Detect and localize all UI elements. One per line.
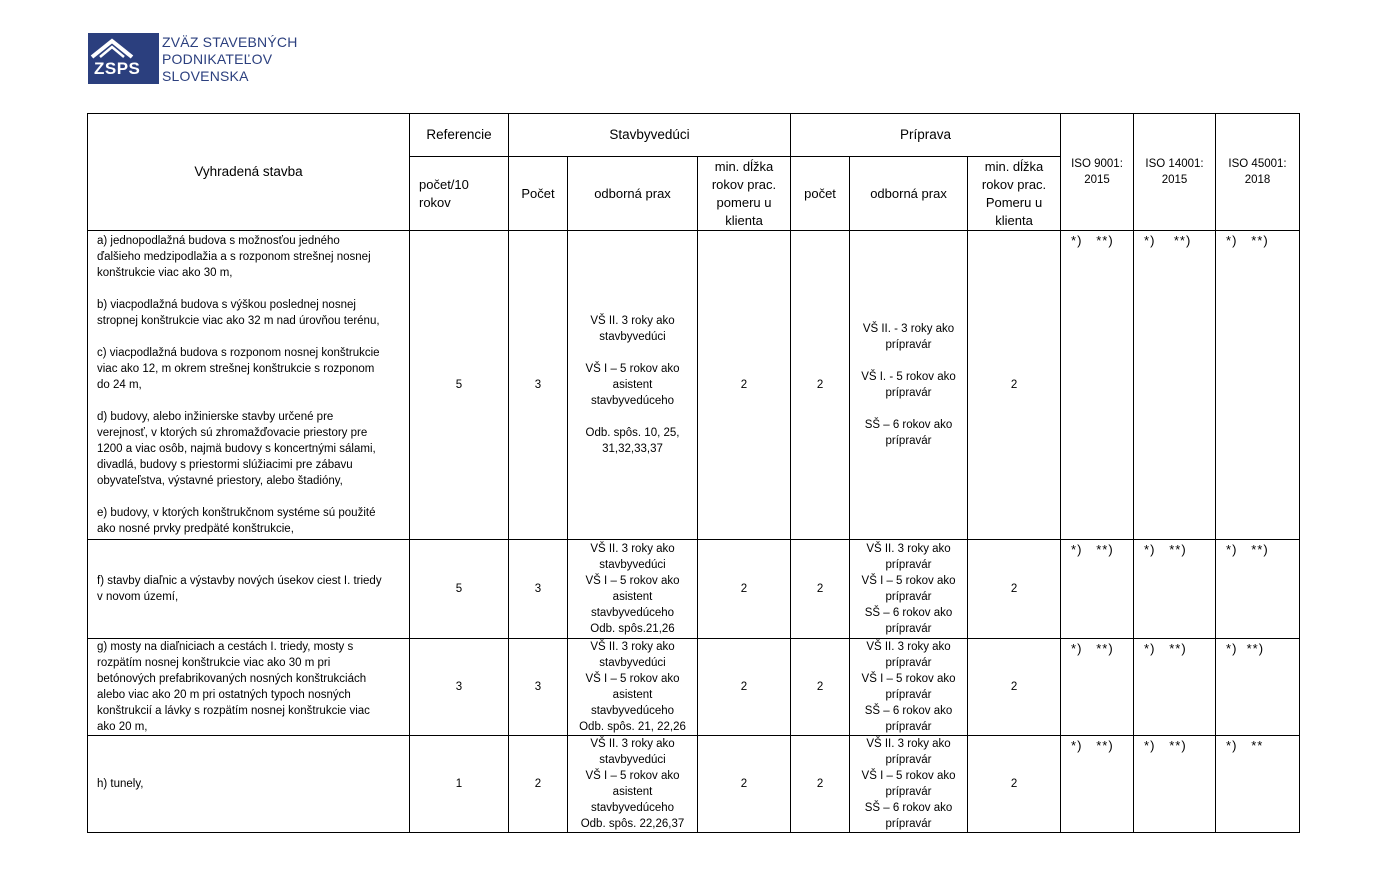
text-line: prípravár: [885, 818, 932, 830]
cell-pocet: 3: [509, 639, 568, 736]
text-line: VŠ I – 5 rokov ako: [585, 673, 680, 685]
logo-emblem: [88, 33, 159, 84]
iso-line: ISO 45001:: [1228, 158, 1287, 170]
cell-min-dlzka: 2: [698, 736, 791, 833]
header-line: pomeru u: [716, 194, 772, 210]
text-line: VŠ II. 3 roky ako: [866, 641, 951, 653]
cell-iso-45001: *) **): [1216, 231, 1300, 540]
cell-iso-9001: *) **): [1061, 639, 1134, 736]
text-line: SŠ – 6 rokov ako: [864, 802, 953, 814]
header-line: počet/10: [419, 176, 469, 192]
text-line: stavbyvedúci: [599, 559, 666, 571]
text-line: stavbyvedúceho: [590, 802, 675, 814]
cell-min-dlzka-priprava: 2: [968, 231, 1061, 540]
text-line: b) viacpodlažná budova s výškou poslednej nosnej: [97, 299, 356, 311]
text-line: Odb. spôs. 22,26,37: [580, 818, 685, 830]
text-line: ďalšieho medzipodlažia a s rozponom strešnej nosnej: [97, 251, 371, 263]
text-line: 31,32,33,37: [602, 443, 663, 455]
text-line: divadlá, budovy s priestormi slúžiacimi pre zábavu: [97, 459, 353, 471]
text-line: f) stavby diaľnic a výstavby nových úsekov ciest I. triedy: [97, 575, 382, 587]
cell-min-dlzka: 2: [698, 231, 791, 540]
header-pocet-10-rokov: [410, 157, 509, 231]
text-line: alebo viac ako 20 m pri ostatných typoch nosných: [97, 689, 351, 701]
header-pocet: Počet: [509, 157, 568, 231]
text-line: VŠ I – 5 rokov ako: [861, 673, 956, 685]
cell-referencie: 1: [410, 736, 509, 833]
text-line: VŠ II. - 3 roky ako: [862, 323, 955, 335]
logo-line: SLOVENSKA: [162, 68, 249, 84]
cell-iso-9001: *) **): [1061, 540, 1134, 639]
iso-line: ISO 9001:: [1071, 158, 1123, 170]
text-line: h) tunely,: [97, 778, 144, 790]
table-row: [88, 639, 1300, 736]
text-line: prípravár: [885, 689, 932, 701]
text-line: rozpätím nosnej konštrukcie viac ako 30 m pri: [97, 657, 331, 669]
cell-min-dlzka-priprava: 2: [968, 639, 1061, 736]
text-line: VŠ II. 3 roky ako: [866, 543, 951, 555]
cell-iso-14001: *) **): [1134, 231, 1216, 540]
table-row: [88, 736, 1300, 833]
text-line: VŠ II. 3 roky ako: [590, 641, 675, 653]
spacer: [97, 329, 403, 345]
requirements-table: [87, 113, 1300, 833]
text-line: obyvateľstva, výstavné priestory, alebo štadióny,: [97, 475, 343, 487]
cell-odborna-prax-priprava: [850, 736, 968, 833]
text-line: prípravár: [885, 721, 932, 733]
text-line: stavbyvedúci: [599, 331, 666, 343]
header-iso-45001: [1216, 114, 1300, 231]
header-line: rokov: [419, 194, 451, 210]
text-line: a) jednopodlažná budova s možnosťou jedného: [97, 235, 340, 247]
text-line: konštrukcií a lávky s rozpätím nosnej konštrukcie viac: [97, 705, 370, 717]
cell-vyhradena-stavba: [88, 639, 410, 736]
header-line: rokov prac.: [711, 176, 777, 192]
cell-vyhradena-stavba: [88, 736, 410, 833]
cell-pocet-priprava: 2: [791, 736, 850, 833]
text-line: prípravár: [885, 559, 932, 571]
cell-min-dlzka-priprava: 2: [968, 540, 1061, 639]
text-line: VŠ II. 3 roky ako: [866, 738, 951, 750]
text-line: stavbyvedúci: [599, 754, 666, 766]
text-line: prípravár: [885, 339, 932, 351]
cell-pocet-priprava: 2: [791, 639, 850, 736]
text-line: stavbyvedúci: [599, 657, 666, 669]
cell-iso-14001: *) **): [1134, 540, 1216, 639]
cell-iso-45001: *) **): [1216, 540, 1300, 639]
header-odborna-prax: odborná prax: [568, 157, 698, 231]
spacer: [97, 393, 403, 409]
cell-iso-9001: *) **): [1061, 736, 1134, 833]
header-referencie: Referencie: [410, 114, 509, 157]
spacer: [568, 409, 697, 425]
iso-line: 2015: [1161, 174, 1188, 186]
spacer: [850, 401, 967, 417]
text-line: asistent: [612, 786, 653, 798]
header-line: klienta: [995, 212, 1033, 228]
header-pocet-priprava: počet: [791, 157, 850, 231]
cell-iso-14001: *) **): [1134, 639, 1216, 736]
cell-pocet-priprava: 2: [791, 231, 850, 540]
text-line: VŠ II. 3 roky ako: [590, 738, 675, 750]
text-line: Odb. spôs. 21, 22,26: [579, 721, 686, 733]
cell-odborna-prax: [568, 540, 698, 639]
text-line: VŠ II. 3 roky ako: [590, 543, 675, 555]
text-line: SŠ – 6 rokov ako: [864, 607, 953, 619]
cell-min-dlzka-priprava: 2: [968, 736, 1061, 833]
cell-odborna-prax: [568, 231, 698, 540]
text-line: VŠ I – 5 rokov ako: [861, 770, 956, 782]
text-line: VŠ I – 5 rokov ako: [585, 770, 680, 782]
header-min-dlzka-priprava: [968, 157, 1061, 231]
logo-line: ZVÄZ STAVEBNÝCH: [162, 34, 298, 50]
logo-text: [162, 34, 298, 85]
cell-odborna-prax-priprava: [850, 231, 968, 540]
text-line: e) budovy, v ktorých konštrukčnom systéme sú použité: [97, 507, 376, 519]
text-line: Odb. spôs.21,26: [590, 623, 675, 635]
cell-pocet: 3: [509, 231, 568, 540]
header-line: rokov prac.: [981, 176, 1047, 192]
text-line: verejnosť, v ktorých sú zhromažďovacie priestory pre: [97, 427, 368, 439]
table-body: [88, 231, 1300, 833]
text-line: SŠ – 6 rokov ako: [864, 705, 953, 717]
text-line: c) viacpodlažná budova s rozponom nosnej konštrukcie: [97, 347, 380, 359]
header-odborna-prax-priprava: odborná prax: [850, 157, 968, 231]
text-line: asistent: [612, 689, 653, 701]
text-line: v novom území,: [97, 591, 179, 603]
header-priprava: Príprava: [791, 114, 1061, 157]
text-line: prípravár: [885, 786, 932, 798]
cell-vyhradena-stavba: [88, 231, 410, 540]
cell-min-dlzka: 2: [698, 540, 791, 639]
text-line: VŠ I. - 5 rokov ako: [861, 371, 956, 383]
text-line: Odb. spôs. 10, 25,: [585, 427, 680, 439]
text-line: stavbyvedúceho: [590, 705, 675, 717]
text-line: VŠ I – 5 rokov ako: [585, 363, 680, 375]
iso-line: 2015: [1084, 174, 1110, 186]
cell-odborna-prax-priprava: [850, 639, 968, 736]
header-iso-9001: [1061, 114, 1134, 231]
cell-min-dlzka: 2: [698, 639, 791, 736]
logo-line: PODNIKATEĽOV: [162, 51, 273, 67]
cell-referencie: 5: [410, 540, 509, 639]
text-line: VŠ I – 5 rokov ako: [861, 575, 956, 587]
spacer: [850, 353, 967, 369]
spacer: [568, 345, 697, 361]
text-line: prípravár: [885, 591, 932, 603]
cell-odborna-prax: [568, 639, 698, 736]
text-line: viac ako 12, m okrem strešnej konštrukcie s rozponom: [97, 363, 375, 375]
header-line: Pomeru u: [985, 194, 1043, 210]
cell-vyhradena-stavba: [88, 540, 410, 639]
text-line: prípravár: [885, 387, 932, 399]
spacer: [97, 281, 403, 297]
text-line: VŠ II. 3 roky ako: [590, 315, 675, 327]
text-line: prípravár: [885, 435, 932, 447]
text-line: VŠ I – 5 rokov ako: [585, 575, 680, 587]
text-line: prípravár: [885, 623, 932, 635]
header-min-dlzka: [698, 157, 791, 231]
text-line: stavbyvedúceho: [590, 395, 675, 407]
text-line: do 24 m,: [97, 379, 142, 391]
text-line: g) mosty na diaľniciach a cestách I. triedy, mosty s: [97, 641, 354, 653]
text-line: betónových prefabrikovaných nosných konštrukciách: [97, 673, 367, 685]
cell-pocet: 3: [509, 540, 568, 639]
cell-iso-9001: *) **): [1061, 231, 1134, 540]
text-line: stropnej konštrukcie viac ako 32 m nad úrovňou terénu,: [97, 315, 380, 327]
cell-iso-45001: *) **): [1216, 639, 1300, 736]
logo-abbr: ZSPS: [94, 59, 141, 78]
header-stavbyveduci: Stavbyvedúci: [509, 114, 791, 157]
table-row: [88, 231, 1300, 540]
header-vyhradena-stavba: Vyhradená stavba: [88, 114, 410, 231]
header-line: klienta: [725, 212, 763, 228]
cell-odborna-prax-priprava: [850, 540, 968, 639]
cell-pocet: 2: [509, 736, 568, 833]
cell-odborna-prax: [568, 736, 698, 833]
cell-pocet-priprava: 2: [791, 540, 850, 639]
text-line: prípravár: [885, 657, 932, 669]
text-line: ako 20 m,: [97, 721, 148, 733]
cell-referencie: 5: [410, 231, 509, 540]
cell-referencie: 3: [410, 639, 509, 736]
cell-iso-14001: *) **): [1134, 736, 1216, 833]
iso-line: 2018: [1244, 174, 1271, 186]
text-line: ako nosné prvky predpäté konštrukcie,: [97, 523, 294, 535]
cell-iso-45001: *) **: [1216, 736, 1300, 833]
text-line: SŠ – 6 rokov ako: [864, 419, 953, 431]
spacer: [97, 489, 403, 505]
text-line: konštrukcie viac ako 30 m,: [97, 267, 233, 279]
text-line: d) budovy, alebo inžinierske stavby určené pre: [97, 411, 334, 423]
iso-line: ISO 14001:: [1145, 158, 1204, 170]
text-line: asistent: [612, 379, 653, 391]
table-row: [88, 540, 1300, 639]
text-line: 1200 a viac osôb, najmä budovy s koncertnými sálami,: [97, 443, 376, 455]
text-line: stavbyvedúceho: [590, 607, 675, 619]
header-line: min. dĺžka: [984, 158, 1044, 174]
text-line: prípravár: [885, 754, 932, 766]
header-line: min. dĺžka: [714, 158, 774, 174]
text-line: asistent: [612, 591, 653, 603]
header-iso-14001: [1134, 114, 1216, 231]
